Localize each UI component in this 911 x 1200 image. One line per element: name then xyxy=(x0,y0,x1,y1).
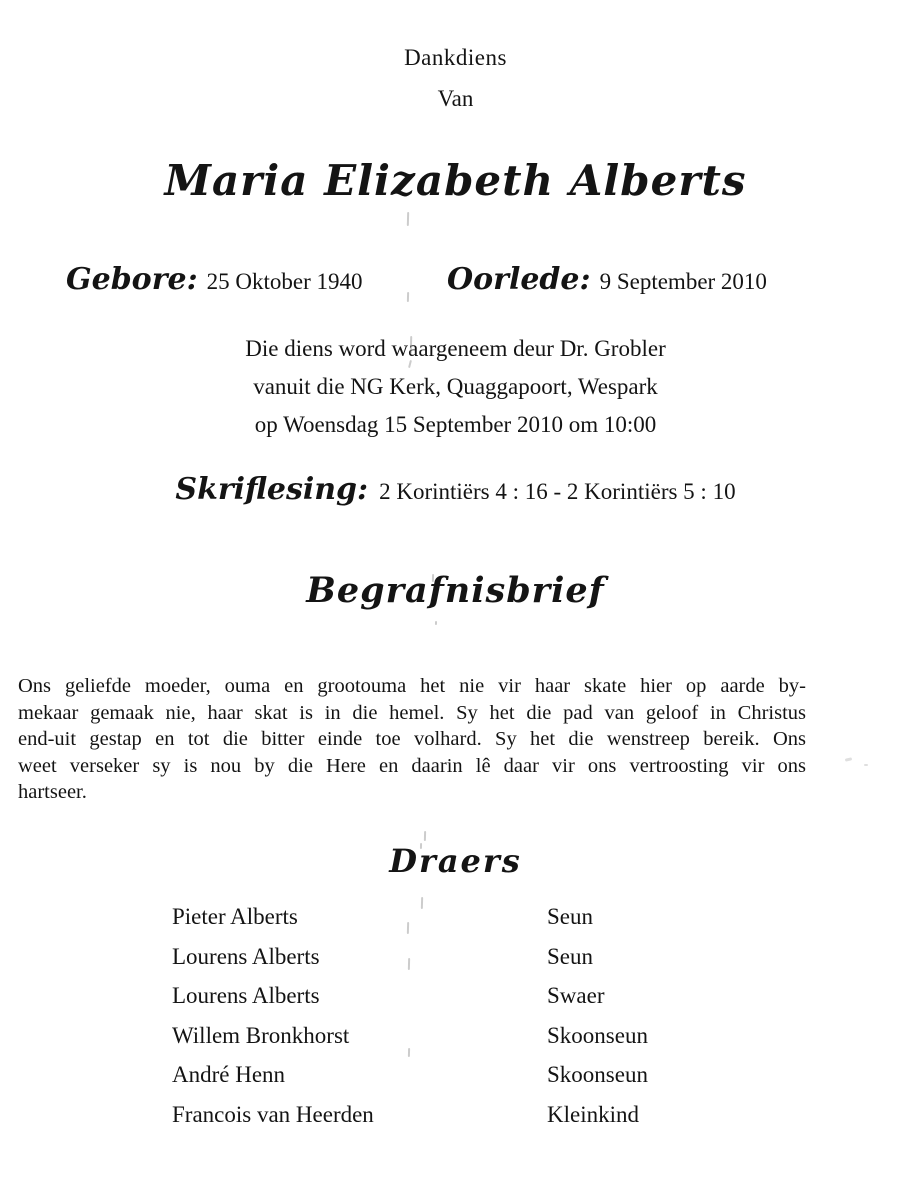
fold-crease-mark xyxy=(408,1048,410,1057)
of-word: Van xyxy=(437,86,474,111)
obituary-heading: Begrafnisbrief xyxy=(306,570,605,611)
bearer-name: André Henn xyxy=(172,1062,286,1088)
fold-crease-mark xyxy=(408,958,410,970)
born-label: Gebore: xyxy=(66,262,198,297)
bearer-relation: Skoonseun xyxy=(547,1062,648,1088)
service-details-line: Die diens word waargeneem deur Dr. Grobler xyxy=(245,336,666,361)
service-type-heading: Dankdiens xyxy=(404,45,507,70)
bearer-row xyxy=(0,937,911,977)
fold-crease-mark xyxy=(421,897,423,909)
paper-speck xyxy=(845,757,852,761)
born-group xyxy=(66,262,363,297)
bearer-row xyxy=(0,976,911,1016)
bearer-relation: Kleinkind xyxy=(547,1101,639,1127)
obituary-line: mekaar gemaak nie, haar skat is in die hemel. Sy het die pad van geloof in Christus xyxy=(18,701,806,724)
obituary-line: weet verseker sy is nou by die Here en daarin lê daar vir ons vertroosting vir ons xyxy=(18,754,806,777)
bearer-relation: Seun xyxy=(547,943,593,969)
obituary-paragraph xyxy=(18,673,806,806)
died-label: Oorlede: xyxy=(447,262,591,297)
bearer-name: Pieter Alberts xyxy=(172,904,298,929)
died-group xyxy=(447,262,767,297)
bearer-row xyxy=(0,1095,911,1135)
born-value: 25 Oktober 1940 xyxy=(206,269,363,294)
obituary-line: hartseer. xyxy=(18,781,87,803)
scripture-row xyxy=(0,472,911,507)
fold-crease-mark xyxy=(432,574,434,582)
fold-crease-mark xyxy=(407,922,409,934)
fold-crease-mark xyxy=(420,843,422,849)
fold-crease-mark xyxy=(424,831,426,841)
bearer-name: Willem Bronkhorst xyxy=(172,1022,350,1048)
bearer-relation: Skoonseun xyxy=(547,1022,648,1048)
dates-row xyxy=(0,262,911,308)
bearer-row xyxy=(0,1055,911,1095)
bearer-name: Lourens Alberts xyxy=(172,943,320,969)
service-details-line: vanuit die NG Kerk, Quaggapoort, Wespark xyxy=(253,374,658,399)
bearer-name: Francois van Heerden xyxy=(172,1101,374,1127)
obituary-line: end-uit gestap en tot die bitter einde toe volhard. Sy het die wenstreep bereik. Ons xyxy=(18,728,806,750)
bearer-name: Lourens Alberts xyxy=(172,983,320,1009)
fold-crease-mark xyxy=(435,621,437,625)
bearer-relation: Seun xyxy=(547,904,593,929)
scripture-reference: 2 Korintiërs 4 : 16 - 2 Korintiërs 5 : 10 xyxy=(379,479,736,504)
service-details xyxy=(0,330,911,444)
paper-speck xyxy=(864,764,868,766)
fold-crease-mark xyxy=(407,212,409,226)
bearer-row xyxy=(0,897,911,937)
deceased-name: Maria Elizabeth Alberts xyxy=(164,156,747,205)
bearers-list xyxy=(0,897,911,1135)
bearers-heading: Draers xyxy=(389,842,522,880)
scripture-label: Skriflesing: xyxy=(175,472,369,507)
bearer-relation: Swaer xyxy=(547,983,605,1009)
fold-crease-mark xyxy=(407,292,409,302)
service-details-line: op Woensdag 15 September 2010 om 10:00 xyxy=(254,412,657,437)
bearer-row xyxy=(0,1016,911,1056)
obituary-line: Ons geliefde moeder, ouma en grootouma het nie vir haar skate hier op aarde by- xyxy=(18,675,806,697)
died-value: 9 September 2010 xyxy=(599,269,767,294)
